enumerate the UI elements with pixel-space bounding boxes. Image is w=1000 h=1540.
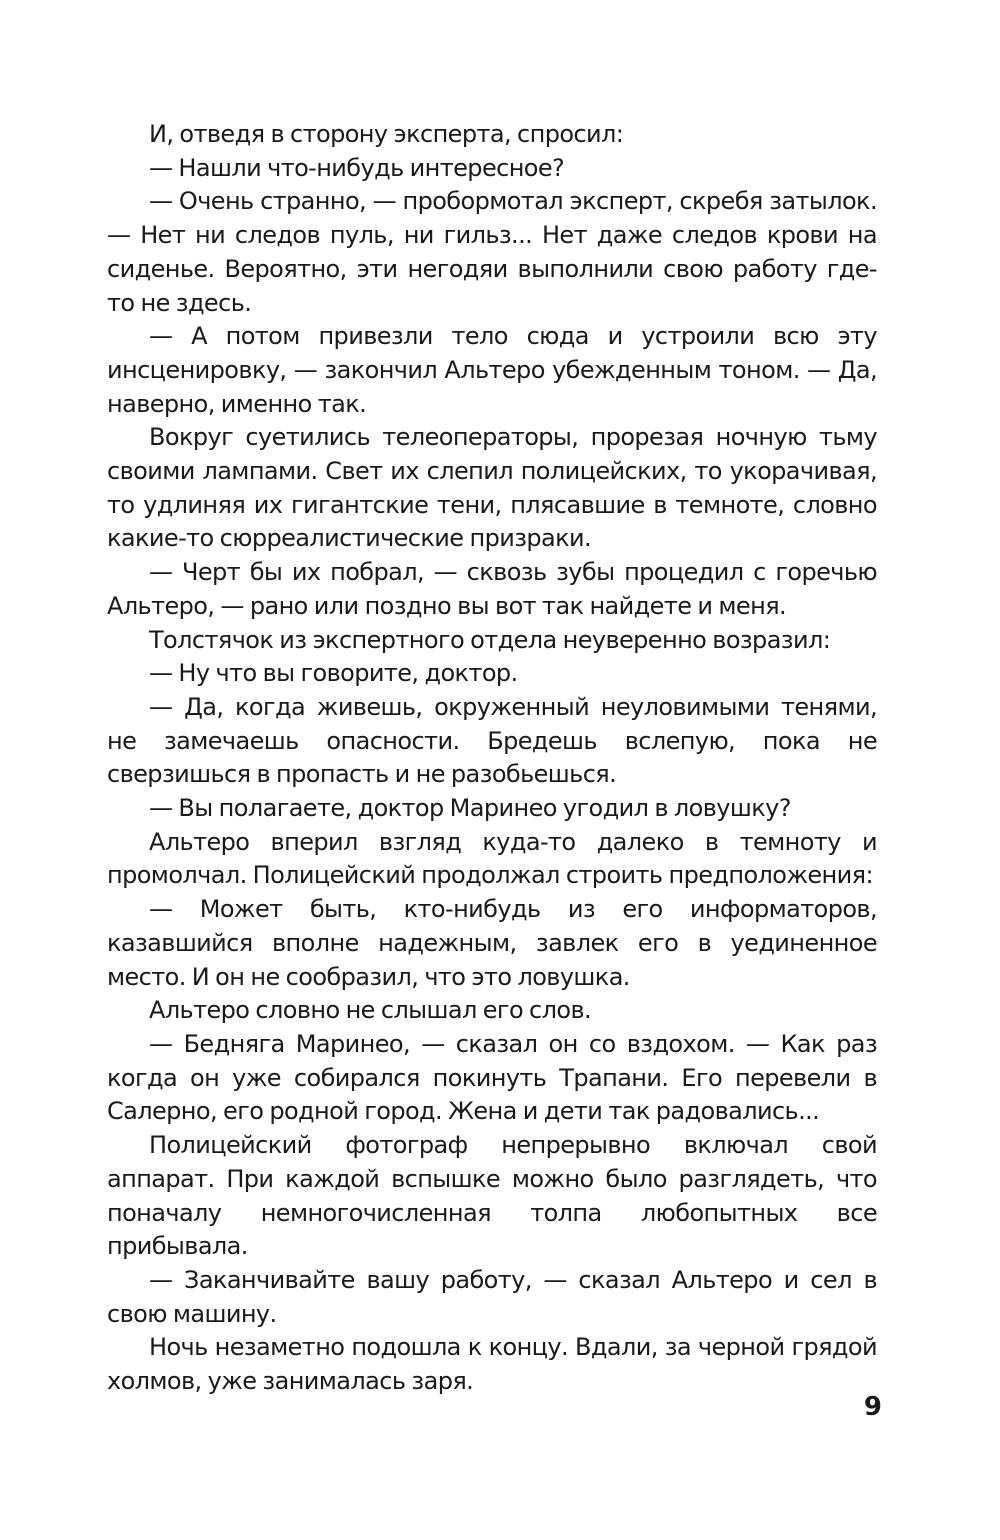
body-text — [107, 118, 877, 1399]
paragraph: — Нашли что-нибудь интересное? — [149, 153, 565, 182]
paragraph: — Может быть, кто-нибудь из его информаторов, казавшийся вполне надежным, завлек его в уединенное место. И он не сообразил, что это ловушка. — [107, 895, 877, 991]
paragraph: Альтеро словно не слышал его слов. — [149, 996, 592, 1025]
paragraph: — Вы полагаете, доктор Маринео угодил в ловушку? — [149, 794, 791, 823]
paragraph: Полицейский фотограф непрерывно включал свой аппарат. При каждой вспышке можно было разглядеть, что поначалу немногочисленная толпа любопытных все прибывала. — [107, 1131, 877, 1261]
paragraph: — Заканчивайте вашу работу, — сказал Альтеро и сел в свою машину. — [107, 1265, 877, 1328]
paragraph: Ночь незаметно подошла к концу. Вдали, за черной грядой холмов, уже занималась заря. — [107, 1333, 877, 1396]
paragraph: Толстячок из экспертного отдела неуверенно возразил: — [149, 625, 831, 654]
paragraph: И, отведя в сторону эксперта, спросил: — [149, 120, 624, 148]
paragraph: — Бедняга Маринео, — сказал он со вздохом. — Как раз когда он уже собирался покинуть Трапани. Его перевели в Салерно, его родной город. Жена и дети так радовались... — [107, 1029, 877, 1126]
paragraph: — Ну что вы говорите, доктор. — [149, 659, 518, 688]
paragraph: — Очень странно, — пробормотал эксперт, скребя затылок. — Нет ни следов пуль, ни гильз... Нет даже следов крови на сиденье. Вероятно, эти негодяи выполнили свою работу где-то не здесь. — [107, 187, 877, 317]
paragraph: Вокруг суетились телеоператоры, прорезая ночную тьму своими лампами. Свет их слепил полицейских, то укорачивая, то удлиняя их гигантские тени, плясавшие в темноте, словно какие-то сюрреалистические призраки. — [107, 423, 877, 553]
paragraph: — Да, когда живешь, окруженный неуловимыми тенями, не замечаешь опасности. Бредешь вслепую, пока не сверзишься в пропасть и не разобьешься. — [107, 692, 877, 789]
paragraph: Альтеро вперил взгляд куда-то далеко в темноту и промолчал. Полицейский продолжал строить предположения: — [107, 827, 877, 890]
paragraph: — Черт бы их побрал, — сквозь зубы процедил с горечью Альтеро, — рано или поздно вы вот так найдете и меня. — [107, 558, 877, 620]
paragraph: — А потом привезли тело сюда и устроили всю эту инсценировку, — закончил Альтеро убежденным тоном. — Да, наверно, именно так. — [107, 322, 877, 418]
page-number: 9 — [863, 1392, 882, 1422]
